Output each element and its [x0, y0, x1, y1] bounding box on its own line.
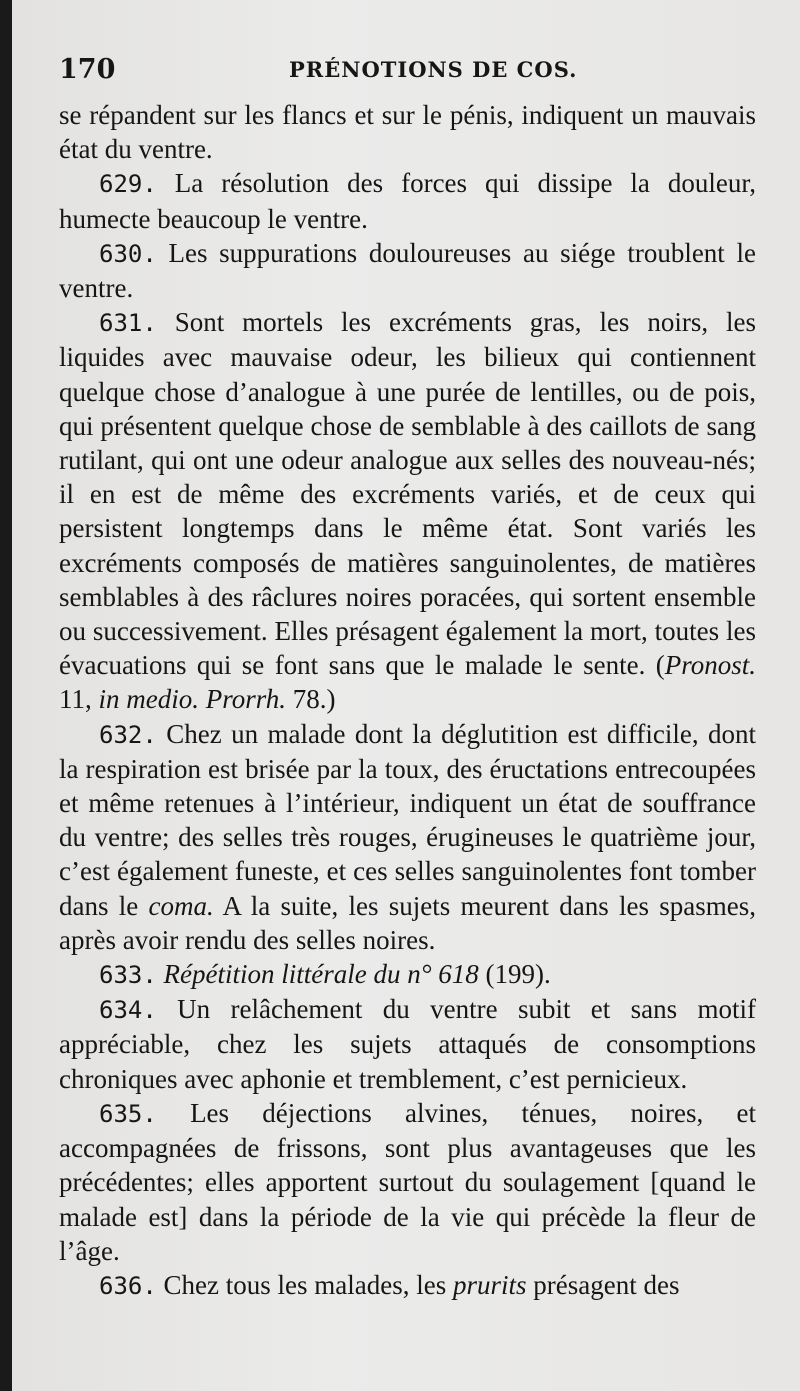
- paragraph-629: [59, 166, 756, 235]
- paragraph-634: [59, 992, 756, 1096]
- citation-italic: Pronost.: [664, 650, 756, 681]
- paragraph-text: Les déjections alvines, ténues, noires, et accompagnées de frissons, sont plus avantageuses que les précédentes; elles apportent surtout du soulagement [quand le malade est] dans la période de la vie qui précède la fleur de l’âge.: [59, 1097, 756, 1266]
- citation-text: 78.): [286, 684, 336, 715]
- paragraph-number: 631.: [99, 309, 157, 338]
- paragraph-text: Chez un malade dont la déglutition est difficile, dont la respiration est brisée par la toux, des éructations entrecoupées et même retenues à l’intérieur, indiquent un état de souffrance du ventre; des selles très rouges, érugineuses le quatrième jour, c’est également funeste, et ces selles sanguinolentes font tomber dans le: [59, 718, 757, 921]
- citation-text: 11,: [59, 684, 99, 715]
- italic-term: coma.: [148, 890, 214, 921]
- paragraph-633: [59, 957, 756, 992]
- paragraph-number: 636.: [99, 1271, 157, 1300]
- paragraph-text: (199).: [478, 959, 551, 990]
- paragraph-text: se répandent sur les flancs et sur le pénis, indiquent un mauvais état du ventre.: [59, 100, 756, 165]
- paragraph-text: présagent des: [526, 1269, 680, 1300]
- paragraph-number: 630.: [99, 239, 157, 268]
- paragraph-text: Un relâchement du ventre subit et sans motif appréciable, chez les sujets attaqués de consomptions chroniques avec aphonie et tremblement, c’est pernicieux.: [59, 994, 756, 1094]
- paragraph-635: [59, 1096, 756, 1268]
- italic-term: prurits: [452, 1269, 527, 1300]
- book-page: [12, 0, 800, 1391]
- paragraph-630: [59, 236, 756, 305]
- paragraph-636: [59, 1268, 756, 1303]
- italic-reference: Répétition littérale du n° 618: [163, 959, 479, 990]
- citation-italic: in medio. Prorrh.: [98, 684, 287, 715]
- running-title: PRÉNOTIONS DE COS.: [289, 57, 578, 82]
- paragraph-631: [59, 305, 756, 716]
- paragraph-number: 632.: [99, 720, 157, 749]
- paragraph-text: La résolution des forces qui dissipe la douleur, humecte beaucoup le ventre.: [59, 168, 757, 234]
- paragraph-text: Les suppurations douloureuses au siége troublent le ventre.: [59, 237, 756, 304]
- paragraph-text: A la suite, les sujets meurent dans les spasmes, après avoir rendu des selles noires.: [59, 890, 756, 955]
- page-number: 170: [59, 54, 116, 85]
- paragraph-number: 634.: [99, 996, 157, 1025]
- paragraph-number: 629.: [99, 170, 157, 199]
- paragraph-number: 633.: [99, 961, 157, 990]
- paragraph-number: 635.: [99, 1099, 157, 1128]
- paragraph-text: Sont mortels les excréments gras, les noirs, les liquides avec mauvaise odeur, les bilieux qui contiennent quelque chose d’analogue à une purée de lentilles, ou de pois, qui présentent quelque chose de semblable à des caillots de sang rutilant, qui ont une odeur analogue aux selles des nouveau-nés; il en est de même des excréments variés, et de ceux qui persistent longtemps dans le même état. Sont variés les excréments composés de matières sanguinolentes, de matières semblables à des râclures noires poracées, qui sortent ensemble ou successivement. Elles présagent également la mort, toutes les évacuations qui se font sans que le malade le sente. (: [59, 307, 757, 681]
- page-header: [59, 54, 754, 94]
- paragraph-text: Chez tous les malades, les: [163, 1269, 453, 1300]
- body-text: [59, 98, 756, 1303]
- paragraph-632: [59, 717, 756, 957]
- paragraph-continuation: [59, 98, 756, 166]
